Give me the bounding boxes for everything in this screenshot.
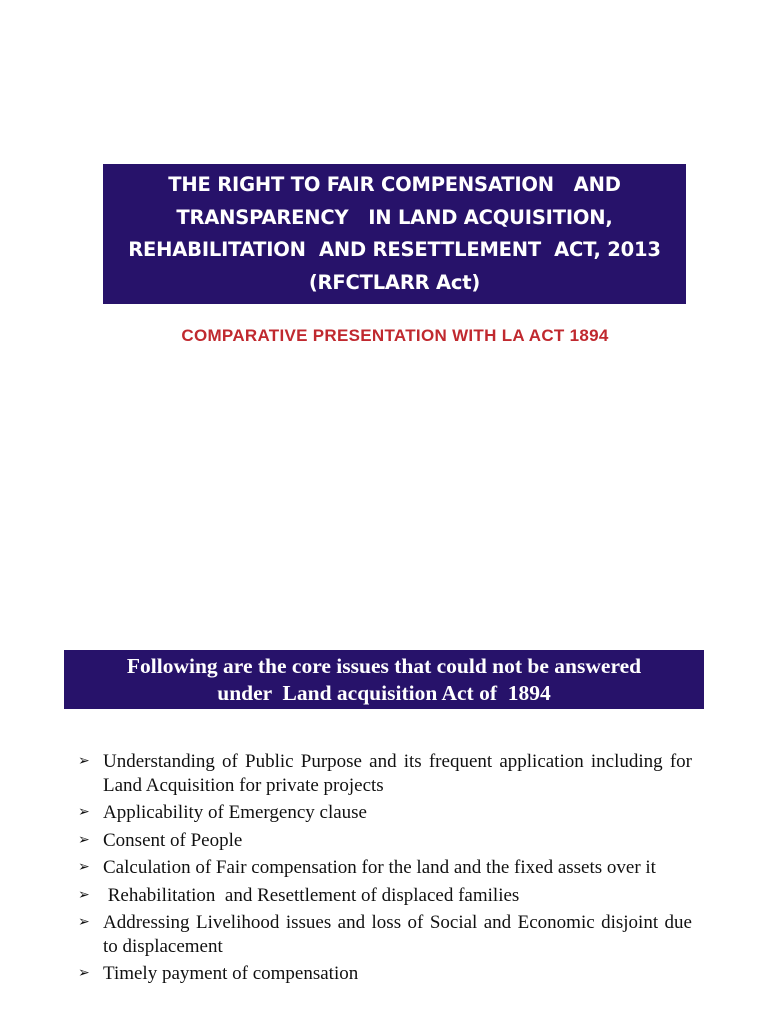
issue-text: Rehabilitation and Resettlement of displaced families — [103, 884, 520, 906]
issue-text: Calculation of Fair compensation for the land and the fixed assets over it — [103, 857, 656, 878]
subtitle: COMPARATIVE PRESENTATION WITH LA ACT 1894 — [181, 326, 609, 345]
list-item — [78, 801, 692, 825]
list-item — [78, 750, 692, 797]
arrow-bullet-icon: ➢ — [78, 831, 90, 848]
issue-text: Consent of People — [103, 829, 243, 851]
list-item — [78, 856, 692, 880]
issue-text: Applicability of Emergency clause — [103, 802, 367, 823]
arrow-bullet-icon: ➢ — [78, 965, 90, 981]
issue-text: Timely payment of compensation — [103, 963, 359, 984]
list-item — [78, 829, 692, 853]
title-line: TRANSPARENCY IN LAND ACQUISITION, — [176, 205, 613, 229]
arrow-bullet-icon: ➢ — [78, 859, 90, 875]
arrow-bullet-icon: ➢ — [78, 804, 90, 820]
issues-heading-banner — [64, 650, 704, 709]
issues-heading-line: under Land acquisition Act of 1894 — [217, 680, 551, 705]
issue-text: Addressing Livelihood issues and loss of Social and Economic disjoint due to displacement — [103, 912, 692, 957]
issues-heading-line: Following are the core issues that could not be answered — [126, 653, 642, 678]
list-item — [78, 884, 692, 908]
arrow-bullet-icon: ➢ — [78, 886, 90, 903]
issues-list — [78, 750, 692, 990]
title-banner — [103, 164, 686, 304]
arrow-bullet-icon: ➢ — [78, 753, 90, 769]
list-item — [78, 911, 692, 958]
title-line: REHABILITATION AND RESETTLEMENT ACT, 2013 — [128, 238, 661, 261]
list-item — [78, 962, 692, 986]
title-line: (RFCTLARR Act) — [308, 270, 481, 294]
arrow-bullet-icon: ➢ — [78, 914, 90, 930]
issue-text: Understanding of Public Purpose and its frequent application including for Land Acquisition for private projects — [103, 751, 692, 796]
title-line: THE RIGHT TO FAIR COMPENSATION AND — [168, 173, 621, 196]
